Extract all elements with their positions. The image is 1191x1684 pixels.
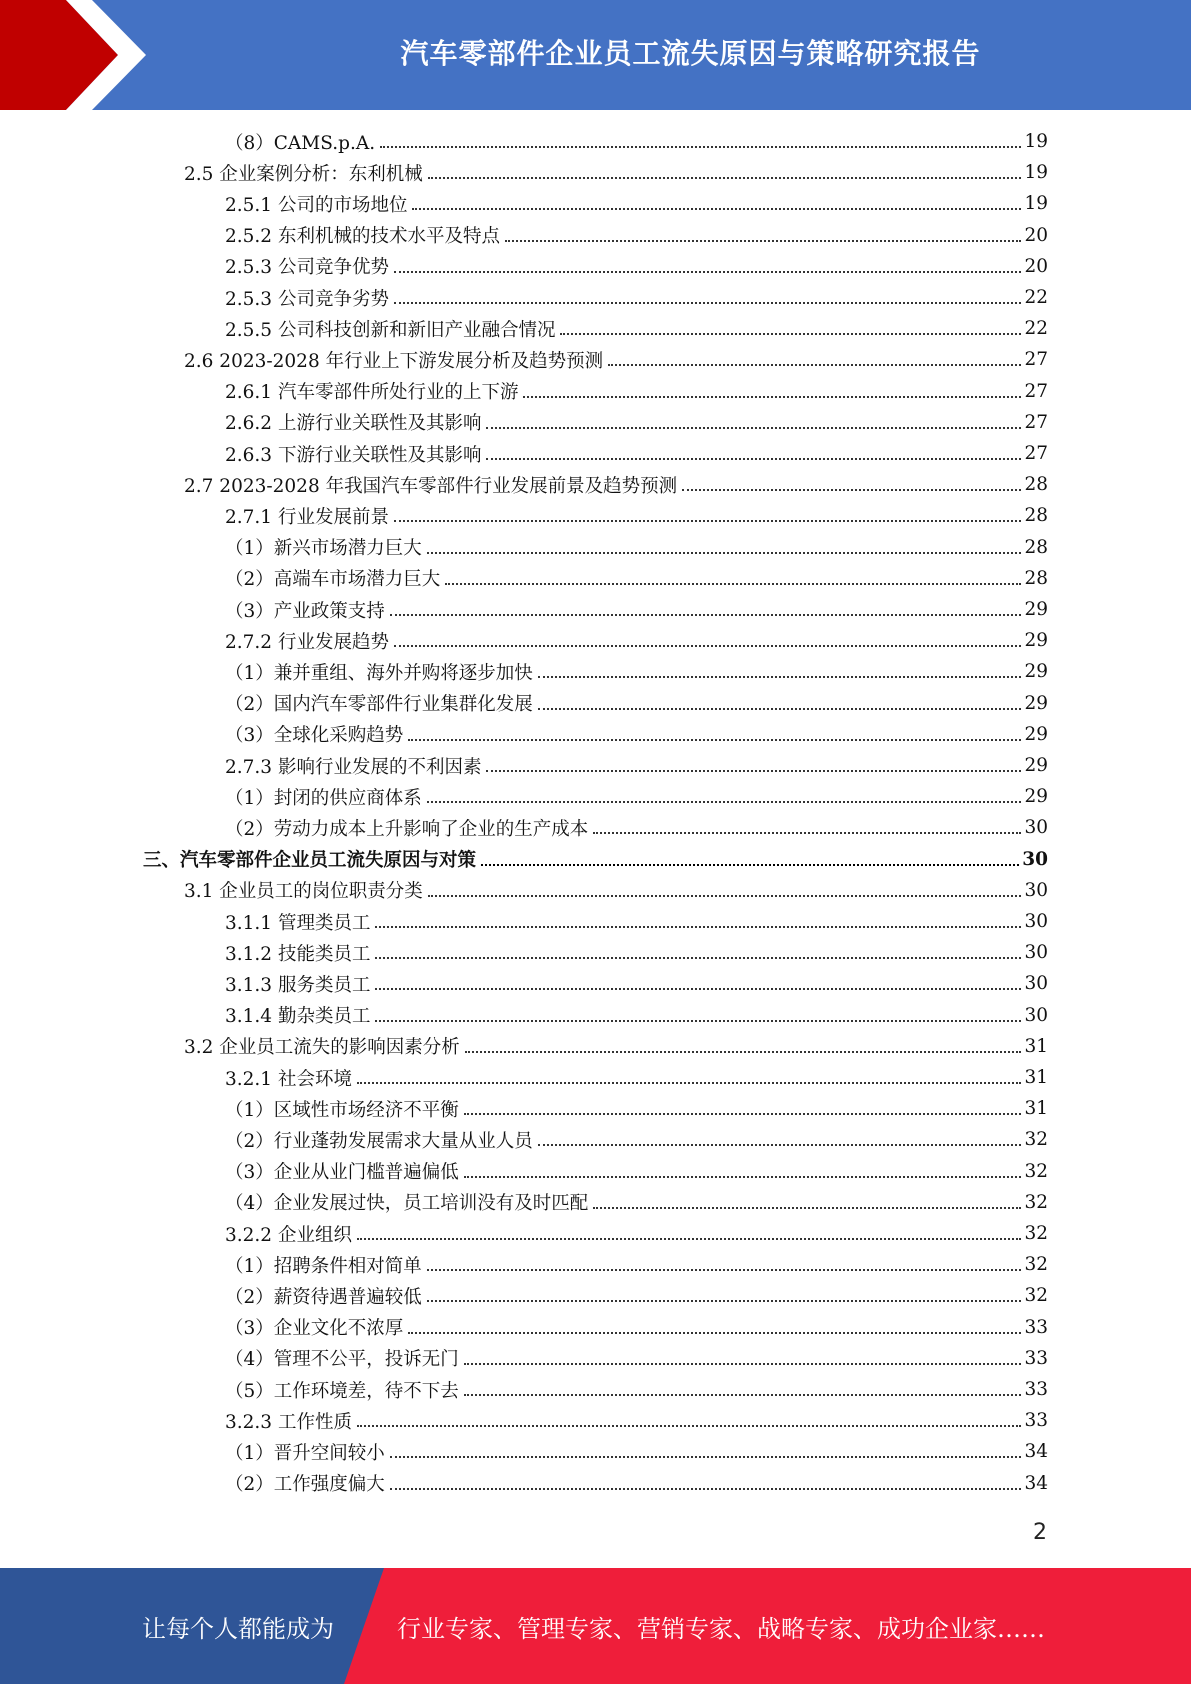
toc-entry[interactable]: [225, 500, 1048, 531]
toc-leader-dots: [394, 644, 1021, 647]
toc-entry-page: 31: [1024, 1098, 1048, 1120]
toc-leader-dots: [538, 1143, 1022, 1146]
toc-entry-page: 33: [1024, 1347, 1048, 1369]
toc-leader-dots: [486, 769, 1021, 772]
toc-entry[interactable]: [225, 563, 1048, 594]
toc-entry-page: 31: [1024, 1067, 1048, 1088]
toc-entry-label: （1）封闭的供应商体系: [225, 787, 422, 809]
toc-entry-page: 27: [1024, 411, 1048, 433]
toc-entry[interactable]: [225, 1218, 1048, 1249]
toc-entry[interactable]: [184, 157, 1048, 188]
toc-entry-page: 32: [1024, 1254, 1048, 1276]
toc-entry-page: 27: [1024, 349, 1048, 371]
toc-entry-page: 19: [1024, 193, 1048, 215]
toc-entry-label: （2）工作强度偏大: [225, 1474, 385, 1496]
toc-entry-label: （2）国内汽车零部件行业集群化发展: [225, 694, 533, 716]
toc-leader-dots: [408, 1331, 1021, 1334]
toc-entry[interactable]: [225, 407, 1048, 438]
toc-leader-dots: [390, 613, 1022, 616]
toc-entry-page: 29: [1024, 630, 1048, 652]
toc-leader-dots: [465, 1050, 1022, 1053]
toc-entry-label: （1）晋升空间较小: [225, 1442, 385, 1464]
toc-entry[interactable]: [225, 719, 1048, 750]
toc-leader-dots: [390, 1455, 1022, 1458]
toc-entry-label: （1）兼并重组、海外并购将逐步加快: [225, 662, 533, 684]
toc-entry-page: 32: [1024, 1285, 1048, 1307]
toc-entry[interactable]: [225, 1062, 1048, 1093]
toc-entry-label: （3）产业政策支持: [225, 600, 385, 622]
toc-entry-label: 2.7.2 行业发展趋势: [225, 631, 389, 653]
toc-leader-dots: [428, 176, 1022, 179]
toc-entry-page: 29: [1024, 661, 1048, 683]
toc-entry-page: 30: [1024, 973, 1048, 995]
toc-entry-page: 30: [1024, 1004, 1048, 1026]
toc-entry[interactable]: [225, 1093, 1048, 1124]
toc-entry-label: （1）区域性市场经济不平衡: [225, 1099, 459, 1121]
toc-entry-page: 28: [1024, 474, 1048, 496]
toc-entry[interactable]: [225, 625, 1048, 656]
toc-entry[interactable]: [225, 1156, 1048, 1187]
toc-leader-dots: [357, 1424, 1022, 1427]
page-footer: [0, 1568, 1191, 1684]
toc-entry[interactable]: [184, 344, 1048, 375]
toc-leader-dots: [427, 800, 1022, 803]
toc-entry-label: （1）招聘条件相对简单: [225, 1255, 422, 1277]
toc-entry-label: （3）企业从业门槛普遍偏低: [225, 1162, 459, 1184]
toc-entry[interactable]: [225, 188, 1048, 219]
toc-leader-dots: [505, 239, 1021, 242]
toc-leader-dots: [394, 519, 1021, 522]
toc-leader-dots: [593, 1206, 1021, 1209]
toc-entry[interactable]: [225, 1436, 1048, 1467]
toc-entry-page: 27: [1024, 443, 1048, 464]
toc-entry-label: （5）工作环境差，待不下去: [225, 1380, 459, 1402]
toc-entry[interactable]: [225, 594, 1048, 625]
toc-entry[interactable]: [225, 313, 1048, 344]
toc-entry[interactable]: [225, 781, 1048, 812]
toc-entry[interactable]: [225, 438, 1048, 469]
toc-entry-label: 3.1.4 勤杂类员工: [225, 1006, 371, 1028]
page-header: [0, 0, 1191, 110]
toc-leader-dots: [394, 270, 1021, 273]
toc-leader-dots: [538, 675, 1022, 678]
toc-entry[interactable]: [225, 750, 1048, 781]
toc-entry-page: 20: [1024, 255, 1048, 277]
toc-entry-page: 32: [1024, 1160, 1048, 1182]
toc-entry-label: （2）行业蓬勃发展需求大量从业人员: [225, 1130, 533, 1152]
toc-leader-dots: [464, 1362, 1022, 1365]
toc-entry[interactable]: [225, 251, 1048, 282]
toc-entry-page: 30: [1022, 848, 1048, 870]
toc-entry-page: 29: [1024, 599, 1048, 620]
toc-entry[interactable]: [225, 906, 1048, 937]
toc-entry-label: 2.6.2 上游行业关联性及其影响: [225, 413, 482, 435]
toc-entry-page: 32: [1024, 1129, 1048, 1151]
toc-entry[interactable]: [225, 220, 1048, 251]
toc-entry-label: 2.5 企业案例分析：东利机械: [184, 163, 423, 185]
page-number: 2: [1033, 1520, 1047, 1545]
toc-leader-dots: [375, 987, 1021, 990]
toc-entry[interactable]: [225, 656, 1048, 687]
toc-entry-page: 30: [1024, 817, 1048, 839]
toc-entry-page: 29: [1024, 692, 1048, 714]
toc-entry-label: 3.1.3 服务类员工: [225, 974, 371, 996]
toc-entry-label: 2.7 2023-2028 年我国汽车零部件行业发展前景及趋势预测: [184, 475, 678, 497]
toc-entry[interactable]: [225, 968, 1048, 999]
footer-slogan-right: 行业专家、管理专家、营销专家、战略专家、成功企业家……: [397, 1614, 1045, 1643]
toc-leader-dots: [486, 457, 1021, 460]
toc-entry[interactable]: [225, 812, 1048, 843]
toc-entry[interactable]: [225, 688, 1048, 719]
toc-entry[interactable]: [225, 1405, 1048, 1436]
toc-leader-dots: [464, 1112, 1022, 1115]
toc-entry-label: （2）高端车市场潜力巨大: [225, 569, 441, 591]
toc-entry-label: 3.2.1 社会环境: [225, 1068, 352, 1090]
toc-leader-dots: [394, 301, 1021, 304]
toc-entry-label: 3.1 企业员工的岗位职责分类: [184, 881, 423, 903]
toc-entry[interactable]: [225, 1249, 1048, 1280]
toc-entry-page: 32: [1024, 1223, 1048, 1244]
toc-entry-label: 三、汽车零部件企业员工流失原因与对策: [143, 850, 477, 872]
toc-leader-dots: [445, 582, 1021, 585]
toc-entry-page: 20: [1024, 224, 1048, 246]
toc-leader-dots: [428, 894, 1022, 897]
toc-leader-dots: [412, 207, 1021, 210]
toc-entry-label: （2）薪资待遇普遍较低: [225, 1286, 422, 1308]
toc-entry-label: 2.5.3 公司竞争劣势: [225, 288, 389, 310]
toc-entry-page: 33: [1024, 1410, 1048, 1432]
toc-entry-page: 19: [1024, 131, 1048, 152]
toc-leader-dots: [375, 1019, 1021, 1022]
toc-leader-dots: [375, 956, 1021, 959]
toc-entry-label: 2.7.3 影响行业发展的不利因素: [225, 756, 482, 778]
toc-leader-dots: [427, 551, 1022, 554]
toc-entry-page: 29: [1024, 723, 1048, 745]
toc-entry[interactable]: [225, 376, 1048, 407]
toc-entry[interactable]: [225, 1343, 1048, 1374]
toc-leader-dots: [523, 395, 1021, 398]
toc-entry[interactable]: [225, 1280, 1048, 1311]
toc-entry[interactable]: [184, 1031, 1048, 1062]
footer-slogan-left: 让每个人都能成为: [142, 1614, 334, 1643]
toc-entry-page: 28: [1024, 505, 1048, 527]
toc-entry[interactable]: [225, 1000, 1048, 1031]
toc-entry-label: （1）新兴市场潜力巨大: [225, 538, 422, 560]
toc-entry-label: 2.5.5 公司科技创新和新旧产业融合情况: [225, 319, 556, 341]
toc-leader-dots: [408, 738, 1021, 741]
toc-entry-page: 30: [1024, 879, 1048, 901]
toc-leader-dots: [560, 332, 1021, 335]
toc-entry-label: 3.2.2 企业组织: [225, 1224, 352, 1246]
toc-entry-page: 33: [1024, 1379, 1048, 1400]
toc-entry[interactable]: [225, 1124, 1048, 1155]
toc-leader-dots: [538, 707, 1022, 710]
toc-entry-label: 3.1.2 技能类员工: [225, 943, 371, 965]
toc-entry-label: 2.7.1 行业发展前景: [225, 506, 389, 528]
toc-leader-dots: [380, 145, 1021, 148]
toc-entry[interactable]: [225, 126, 1048, 157]
toc-entry-page: 34: [1024, 1472, 1048, 1494]
toc-entry-label: 2.5.3 公司竞争优势: [225, 257, 389, 279]
toc-entry-page: 22: [1024, 318, 1048, 340]
toc-entry[interactable]: [225, 1468, 1048, 1499]
toc-entry-label: （4）企业发展过快，员工培训没有及时匹配: [225, 1193, 589, 1215]
toc-entry-page: 31: [1024, 1035, 1048, 1057]
toc-leader-dots: [682, 488, 1021, 491]
toc-entry-page: 29: [1024, 786, 1048, 808]
toc-leader-dots: [357, 1081, 1022, 1084]
toc-entry-page: 22: [1024, 287, 1048, 308]
toc-entry-page: 29: [1024, 755, 1048, 776]
toc-entry-page: 28: [1024, 536, 1048, 558]
toc-entry[interactable]: [225, 532, 1048, 563]
toc-entry-label: 2.6 2023-2028 年行业上下游发展分析及趋势预测: [184, 350, 604, 372]
toc-entry-label: 3.2 企业员工流失的影响因素分析: [184, 1037, 460, 1059]
toc-leader-dots: [427, 1299, 1022, 1302]
toc-leader-dots: [593, 831, 1021, 834]
toc-entry-label: 2.5.1 公司的市场地位: [225, 194, 408, 216]
toc-entry[interactable]: [143, 844, 1048, 875]
toc-entry[interactable]: [184, 469, 1048, 500]
toc-entry[interactable]: [184, 875, 1048, 906]
toc-entry-label: （2）劳动力成本上升影响了企业的生产成本: [225, 818, 589, 840]
toc-entry-page: 32: [1024, 1191, 1048, 1213]
toc-entry-page: 28: [1024, 567, 1048, 589]
toc-entry[interactable]: [225, 1187, 1048, 1218]
toc-entry-label: 3.1.1 管理类员工: [225, 912, 371, 934]
toc-entry-page: 33: [1024, 1316, 1048, 1338]
toc-leader-dots: [375, 925, 1021, 928]
toc-entry-label: （3）全球化采购趋势: [225, 725, 404, 747]
toc-leader-dots: [427, 1268, 1022, 1271]
toc-entry-label: 2.5.2 东利机械的技术水平及特点: [225, 226, 500, 248]
toc-entry-page: 30: [1024, 911, 1048, 932]
toc-entry-page: 34: [1024, 1441, 1048, 1463]
toc-entry-label: 3.2.3 工作性质: [225, 1411, 352, 1433]
toc-entry-label: 2.6.3 下游行业关联性及其影响: [225, 444, 482, 466]
toc-entry-page: 19: [1024, 162, 1048, 184]
toc-leader-dots: [464, 1175, 1022, 1178]
toc-entry-label: （4）管理不公平，投诉无门: [225, 1349, 459, 1371]
toc-entry-label: （8）CAMS.p.A.: [225, 132, 376, 154]
toc-entry[interactable]: [225, 1374, 1048, 1405]
toc-entry-page: 30: [1024, 942, 1048, 964]
toc-entry[interactable]: [225, 937, 1048, 968]
toc-entry[interactable]: [225, 1312, 1048, 1343]
toc-leader-dots: [486, 426, 1021, 429]
report-title: 汽车零部件企业员工流失原因与策略研究报告: [400, 37, 981, 70]
toc-leader-dots: [357, 1237, 1022, 1240]
toc-leader-dots: [464, 1393, 1022, 1396]
toc-entry-label: 2.6.1 汽车零部件所处行业的上下游: [225, 382, 519, 404]
toc-entry[interactable]: [225, 282, 1048, 313]
toc-leader-dots: [481, 863, 1019, 866]
toc-entry-page: 27: [1024, 380, 1048, 402]
toc-entry-label: （3）企业文化不浓厚: [225, 1318, 404, 1340]
toc-leader-dots: [608, 363, 1021, 366]
toc-leader-dots: [390, 1487, 1022, 1490]
